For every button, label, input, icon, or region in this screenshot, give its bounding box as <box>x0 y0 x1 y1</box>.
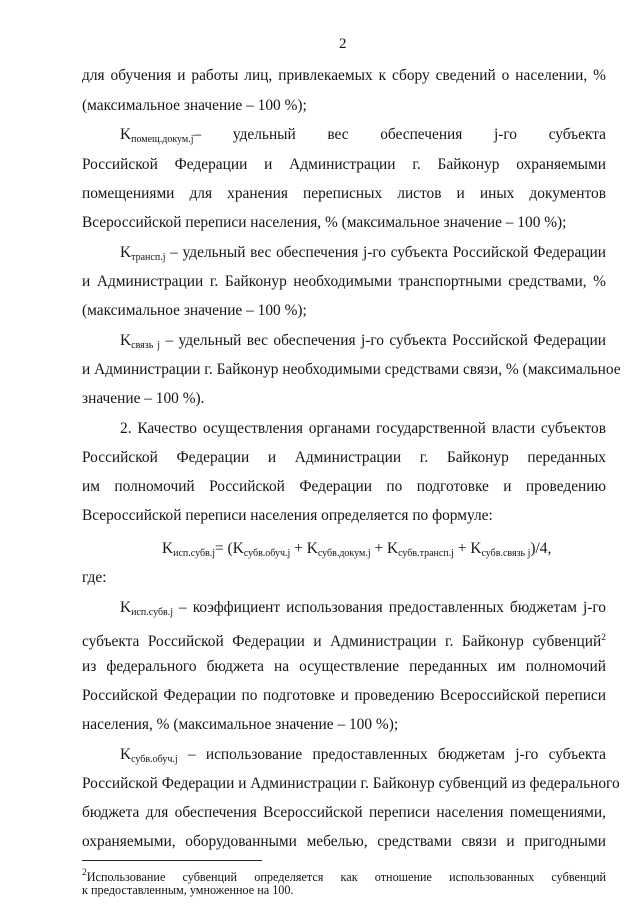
coefficient-subscript: исп.субв.j <box>131 607 174 618</box>
footnote-reference: 2 <box>601 633 606 643</box>
text-line: им полномочий Российской Федерации по подготовке и проведению <box>82 478 606 495</box>
text-fragment: субъекта Российской Федерации и Администрации г. Байконур субвенций <box>82 633 602 650</box>
coefficient-symbol: K <box>120 244 132 261</box>
formula-symbol: K <box>386 540 399 557</box>
formula <box>162 540 551 559</box>
text-line: охраняемыми, оборудованными мебелью, средствами связи и пригодными <box>82 833 606 850</box>
formula-operator: )/4, <box>530 540 552 557</box>
coefficient-subscript: связь j <box>131 340 161 351</box>
text-line: Всероссийской переписи населения определяется по формуле: <box>82 507 493 524</box>
coefficient-symbol: K <box>120 746 132 763</box>
formula-operator: + <box>453 540 471 557</box>
text-fragment: Использование субвенций определяется как отношение использованных субвенций <box>86 870 606 884</box>
text-fragment: – коэффициент использования предоставленных бюджетам j-го <box>173 599 606 616</box>
coefficient-subscript: субв.обуч.j <box>131 754 178 765</box>
text-line: и Администрации г. Байконур необходимыми транспортными средствами, % <box>82 273 606 290</box>
formula-symbol: K <box>232 540 244 557</box>
formula-subscript: субв.связь j <box>481 548 531 559</box>
coefficient-symbol: K <box>120 126 132 143</box>
coefficient-subscript: помещ.докум.j <box>131 134 194 145</box>
footnote-marker: 2 <box>82 868 87 878</box>
text-line: Российской Федерации и Администрации г. Байконур охраняемыми <box>82 156 606 173</box>
text-line: Российской Федерации и Администрации г. Байконур субвенций из федерального <box>82 775 620 792</box>
formula-subscript: субв.докум.j <box>317 548 371 559</box>
text-fragment: – удельный вес обеспечения j-го субъекта Российской Федерации <box>165 244 606 261</box>
paragraph-start <box>120 125 606 150</box>
paragraph-start <box>120 598 606 623</box>
where-label: где: <box>82 569 107 586</box>
page-number: 2 <box>339 36 347 52</box>
text-line: значение – 100 %). <box>82 390 205 407</box>
formula-symbol: K <box>306 540 318 557</box>
formula-subscript: субв.трансп.j <box>398 548 454 559</box>
text-line: помещениями для хранения переписных листов и иных документов <box>82 185 606 202</box>
formula-operator: + <box>370 540 387 557</box>
formula-operator: + <box>290 540 307 557</box>
coefficient-symbol: K <box>120 599 132 616</box>
text-line: (максимальное значение – 100 %); <box>82 97 307 114</box>
formula-subscript: исп.субв.j <box>173 548 216 559</box>
formula-symbol: K <box>162 540 174 557</box>
text-line: 2. Качество осуществления органами государственной власти субъектов <box>120 420 606 437</box>
text-line: для обучения и работы лиц, привлекаемых к сбору сведений о населении, % <box>82 67 606 84</box>
text-line: Российской Федерации и Администрации г. Байконур переданных <box>82 449 606 466</box>
text-line <box>82 628 606 652</box>
formula-subscript: субв.обуч.j <box>243 548 291 559</box>
coefficient-symbol: K <box>120 332 132 349</box>
footnote-line: к предоставленным, умноженное на 100. <box>82 883 294 897</box>
text-fragment: – удельный вес обеспечения j-го субъекта <box>193 126 606 143</box>
paragraph-start <box>120 243 606 268</box>
text-line: населения, % (максимальное значение – 100 %); <box>82 716 399 733</box>
text-line: (максимальное значение – 100 %); <box>82 302 307 319</box>
text-fragment: – использование предоставленных бюджетам j-го субъекта <box>177 746 606 763</box>
coefficient-subscript: трансп.j <box>131 252 166 263</box>
text-line: Российской Федерации по подготовке и проведению Всероссийской переписи <box>82 687 606 704</box>
text-line: бюджета для обеспечения Всероссийской переписи населения помещениями, <box>82 804 606 821</box>
text-line: из федерального бюджета на осуществление переданных им полномочий <box>82 658 606 675</box>
text-fragment: – удельный вес обеспечения j-го субъекта Российской Федерации <box>160 332 606 349</box>
text-line: Всероссийской переписи населения, % (максимальное значение – 100 %); <box>82 214 567 231</box>
paragraph-start <box>120 331 606 356</box>
formula-operator: = ( <box>215 540 233 557</box>
text-line: и Администрации г. Байконур необходимыми средствами связи, % (максимальное <box>82 361 621 378</box>
formula-symbol: K <box>470 540 482 557</box>
